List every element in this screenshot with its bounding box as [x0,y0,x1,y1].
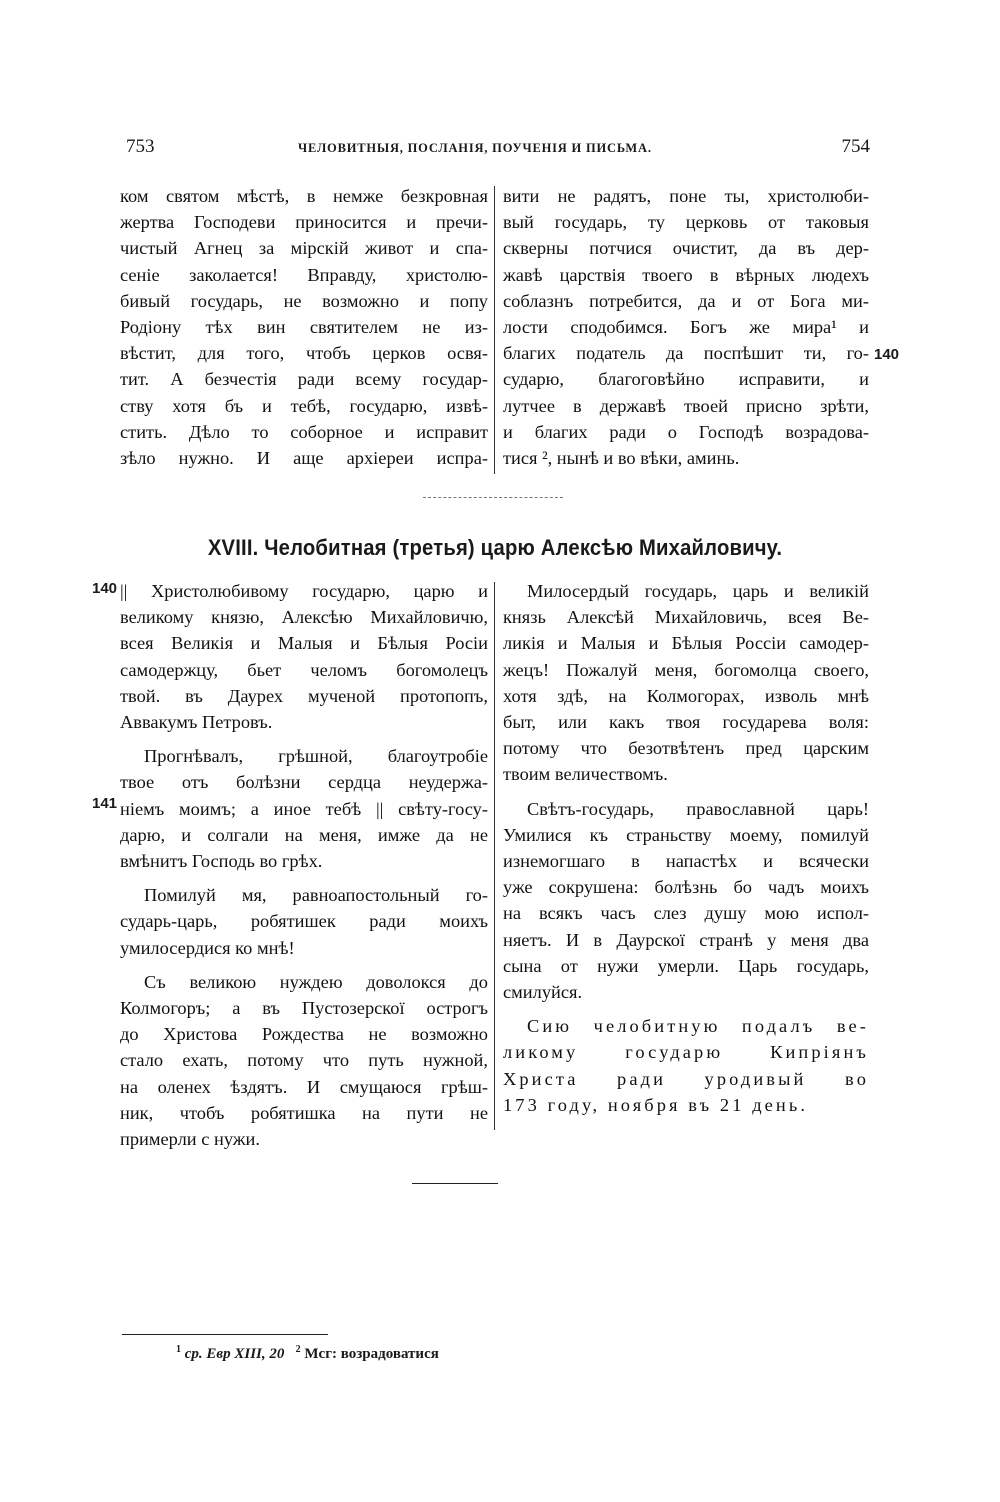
paragraph [503,796,869,1006]
text-line: Родіону тѣх вин святителем не из- [120,317,488,338]
footnote-1-marker: 1 [176,1344,181,1355]
text-line: ликому государю Кипріянъ [503,1042,869,1063]
text-line: лутчее в державѣ твоей присно зрѣти, [503,395,869,416]
footnote-2-text: Мсг: возрадоватися [304,1346,439,1362]
top-left-column [120,183,488,471]
column-divider-petition [494,582,495,1130]
text-line: сеніе заколается! Вправду, христолю- [120,264,488,285]
paragraph [120,743,488,874]
text-line: лости сподобимся. Богъ же мира¹ и [503,317,869,338]
text-line: чистый Агнец за мірскій живот и спа- [120,238,488,259]
text-line: самодержцу, бьет челомъ богомолецъ [120,659,488,680]
end-rule [412,1183,498,1184]
text-line: Прогнѣвалъ, грѣшной, благоутробіе [144,746,488,767]
text-line: стить. Дѣло то соборное и исправит [120,421,488,442]
margin-number-140: 140 [92,580,118,597]
text-line: князь Алексѣй Михайловичь, всея Ве- [503,607,869,628]
text-line: няетъ. И в Даурскої странѣ у меня два [503,929,869,950]
text-line: умилосердися ко мнѣ! [120,937,295,958]
text-line: всея Великія и Малыя и Бѣлыя Росіи [120,633,488,654]
section-title: XVIII. Челобитная (третья) царю Алексѣю Михайловичу. [207,535,783,560]
text-line: Свѣтъ-государь, православной царь! [527,798,869,819]
footnote-rule [122,1334,328,1335]
text-line: Колмогоръ; а въ Пустозерскої острогъ [120,998,488,1019]
paragraph [120,578,488,735]
text-line: твое отъ болѣзни сердца неудержа- [120,772,488,793]
text-line: уже сокрушена: болѣзнь бо чадъ моихъ [503,877,869,898]
footnotes [176,1344,439,1363]
margin-number-141: 141 [92,795,118,812]
petition-left-column [120,578,488,1152]
text-line: сударь-царь, робятишек ради моихъ [120,911,488,932]
text-line: быт, или какъ твоя государева воля: [503,712,869,733]
text-line: зѣло нужно. И аще архіереи испра- [120,448,488,469]
paragraph [503,578,869,788]
text-line: вити не радятъ, поне ты, христолюби- [503,186,869,206]
text-line: вмѣнитъ Господь во грѣх. [120,851,323,872]
petition-right-column [503,578,869,1118]
text-line: твой. въ Даурех мученой протопопъ, [120,685,488,706]
text-line: ком святом мѣстѣ, в немже безкровная [120,186,488,206]
column-divider-top [494,186,495,474]
running-title: ЧЕЛОВИТНЫЯ, ПОСЛАНІЯ, ПОУЧЕНІЯ И ПИСЬМА. [298,141,652,155]
text-line: Сию челобитную подалъ ве- [527,1016,869,1037]
text-line: до Христова Рождества не возможно [120,1024,488,1045]
text-line: сударю, благоговѣйно исправити, и [503,369,869,390]
text-line: сына от нужи умерли. Царь государь, [503,955,869,976]
paragraph [503,1013,869,1118]
text-line: бивый государь, не возможно и попу [120,290,488,311]
text-line: ликія и Малыя и Бѣлыя Россіи самодер- [503,633,869,654]
footnote-2-marker: 2 [295,1344,301,1355]
text-line: ніемъ моимъ; а иное тебѣ || свѣту-госу- [120,798,488,819]
text-line: на всякъ часъ слез душу мою испол- [503,903,869,924]
page-header [120,136,870,166]
text-line: жавѣ царствія твоего в вѣрных людехъ [503,264,869,285]
text-line: жертва Господеви приносится и пречи- [120,212,488,233]
text-line: ник, чтобъ робятишка на пути не [120,1102,488,1123]
text-line: жецъ! Пожалуй меня, богомолца своего, [503,659,869,680]
text-line: стало ехать, потому что путь нужной, [120,1050,488,1071]
page-number-right: 754 [841,136,870,157]
text-line: Христа ради уродивый во [503,1068,869,1089]
text-line: твоим величествомъ. [503,764,668,785]
text-line: дарю, и солгали на меня, имже да не [120,824,488,845]
text-line: Помилуй мя, равноапостольный го- [144,885,488,906]
text-line: на оленех ѣздятъ. И смущаюся грѣш- [120,1076,488,1097]
text-line: хотя здѣ, на Колмогорах, изволь мнѣ [503,685,869,706]
text-line: благих податель да поспѣшит ти, го- [503,343,869,364]
text-line: || Христолюбивому государю, царю и [120,581,488,601]
page-number-left: 753 [126,136,155,157]
margin-number-140-top: 140 [874,346,900,363]
text-line: вѣстит, для того, чтобъ церков освя- [120,343,488,364]
section-separator [423,497,563,498]
text-line: Умилися къ страньству моему, помилуй [503,824,869,845]
text-line: ству хотя бъ и тебѣ, государю, извѣ- [120,395,488,416]
text-line: потому что безотвѣтенъ пред царским [503,738,869,759]
text-line: и благих ради о Господѣ возрадова- [503,421,869,442]
text-line: примерли с нужи. [120,1129,260,1150]
text-line: вый государь, ту церковь от таковыя [503,212,869,233]
text-line: Съ великою нуждею доволокся до [144,971,488,992]
text-line: скверны потчися очистит, да въ дер- [503,238,869,259]
text-line: тися ², нынѣ и во вѣки, аминь. [503,448,740,469]
text-line: тит. А безчестія ради всему государ- [120,369,488,390]
text-line: великому князю, Алексѣю Михайловичю, [120,607,488,628]
text-line: смилуйся. [503,982,583,1003]
text-line: соблазнъ потребится, да и от Бога ми- [503,290,869,311]
text-line: Аввакумъ Петровъ. [120,712,273,733]
text-line: Милосердый государь, царь и великій [527,581,869,601]
text-line: изнемогшаго в напастѣх и всячески [503,851,869,872]
top-right-column [503,183,869,471]
text-line: 173 году, ноября въ 21 день. [503,1094,809,1115]
paragraph [120,969,488,1152]
paragraph [120,882,488,961]
footnote-1-text: ср. Евр XIII, 20 [184,1346,285,1362]
